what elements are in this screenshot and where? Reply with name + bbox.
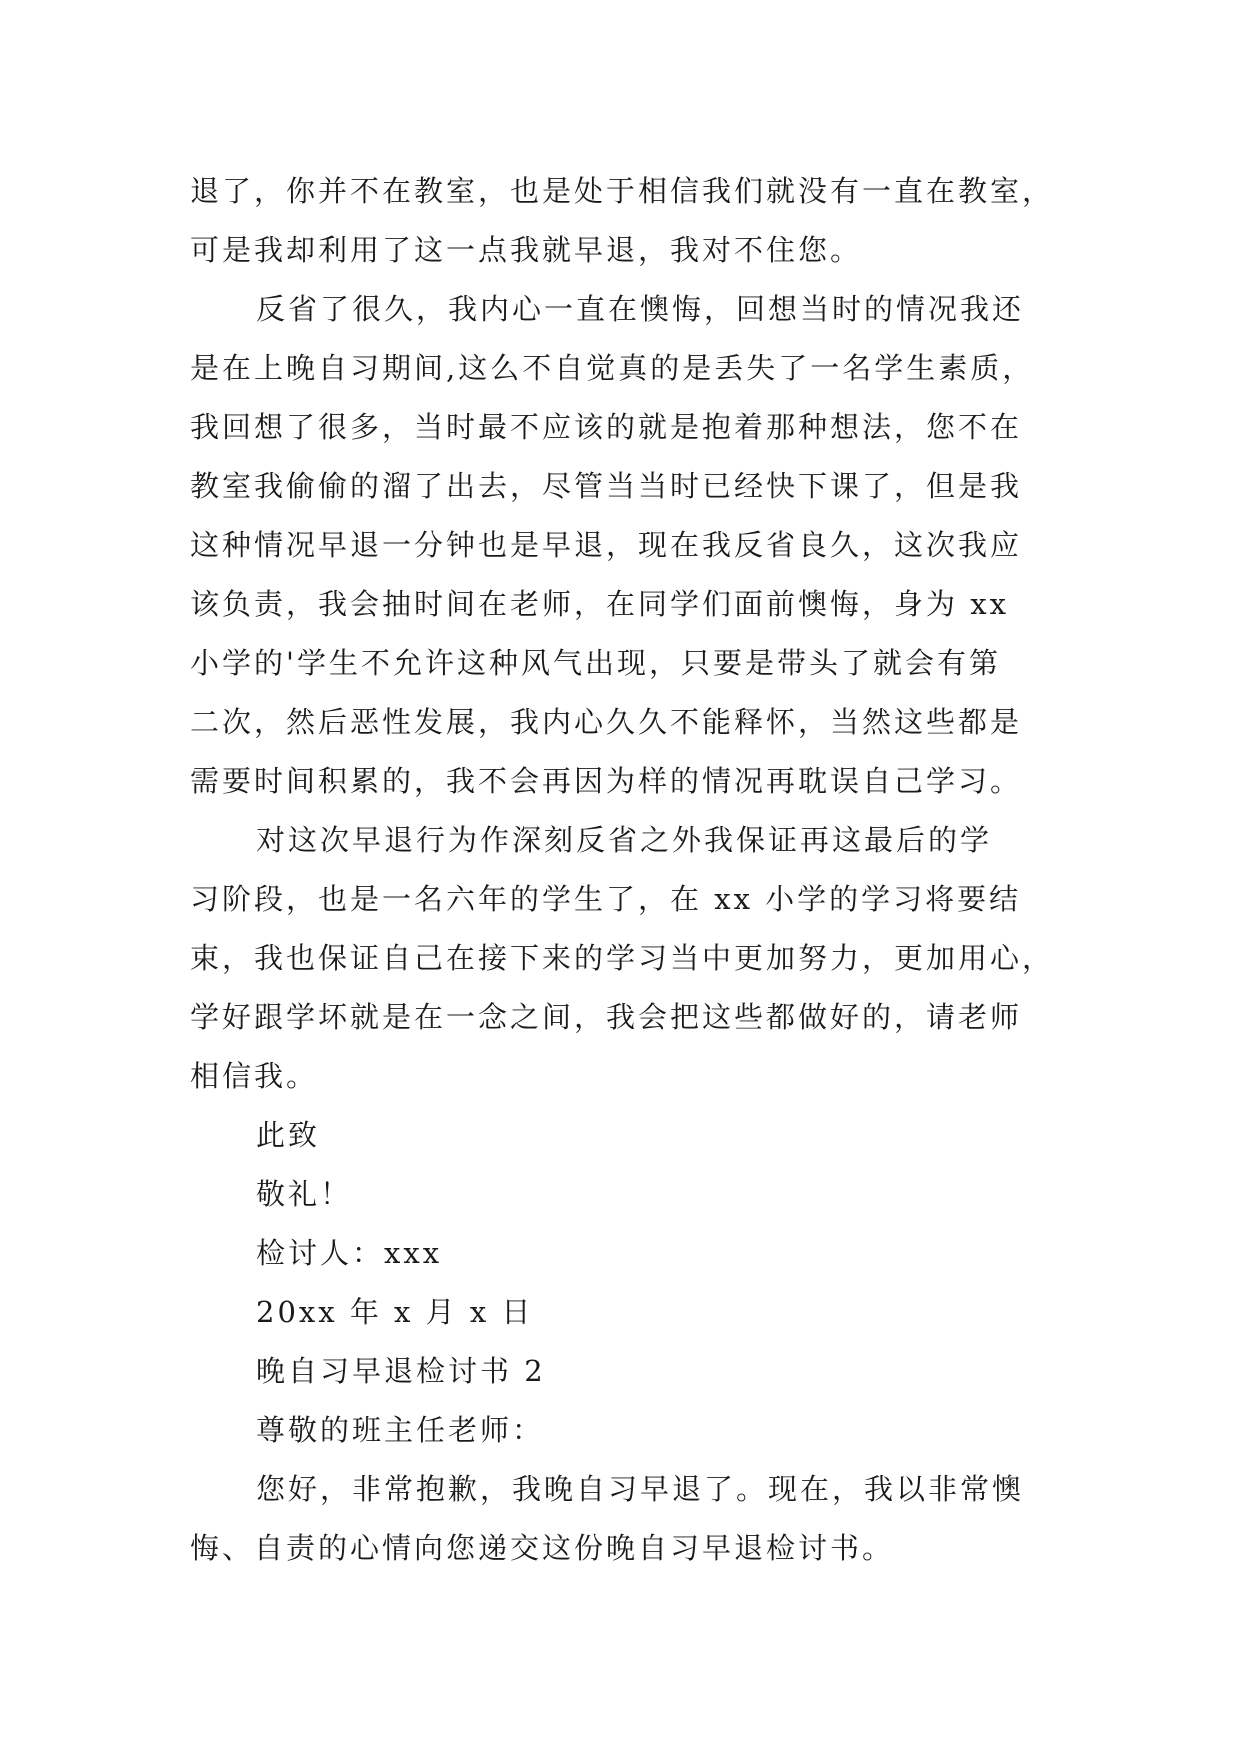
closing-regards: 敬礼！ xyxy=(256,1177,353,1211)
date-line: 20xx 年 x 月 x 日 xyxy=(256,1295,534,1329)
closing-salutation: 此致 xyxy=(256,1118,321,1152)
section-title: 晚自习早退检讨书 2 xyxy=(256,1354,546,1388)
text-line: 您好，非常抱歉，我晚自习早退了。现在，我以非常懊 xyxy=(256,1472,1025,1506)
text-line: 悔、自责的心情向您递交这份晚自习早退检讨书。 xyxy=(190,1531,895,1565)
text-line: 退了，你并不在教室，也是处于相信我们就没有一直在教室， xyxy=(190,174,1055,208)
text-line: 这种情况早退一分钟也是早退，现在我反省良久，这次我应 xyxy=(190,528,1023,562)
text-line: 是在上晚自习期间,这么不自觉真的是丢失了一名学生素质， xyxy=(190,351,1035,385)
signature-line: 检讨人：xxx xyxy=(256,1236,443,1270)
document-body xyxy=(190,162,1060,1578)
text-line: 需要时间积累的，我不会再因为样的情况再耽误自己学习。 xyxy=(190,764,1023,798)
text-line: 对这次早退行为作深刻反省之外我保证再这最后的学 xyxy=(256,823,993,857)
greeting-line: 尊敬的班主任老师： xyxy=(256,1413,545,1447)
text-line: 学好跟学坏就是在一念之间，我会把这些都做好的，请老师 xyxy=(190,1000,1023,1034)
text-line: 习阶段，也是一名六年的学生了，在 xx 小学的学习将要结 xyxy=(190,882,1022,916)
text-line: 我回想了很多，当时最不应该的就是抱着那种想法，您不在 xyxy=(190,410,1023,444)
text-line: 反省了很久，我内心一直在懊悔，回想当时的情况我还 xyxy=(256,292,1025,326)
text-line: 小学的'学生不允许这种风气出现，只要是带头了就会有第 xyxy=(190,646,1001,680)
text-line: 二次，然后恶性发展，我内心久久不能释怀，当然这些都是 xyxy=(190,705,1023,739)
text-line: 该负责，我会抽时间在老师，在同学们面前懊悔，身为 xx xyxy=(190,587,1009,621)
text-line: 可是我却利用了这一点我就早退，我对不住您。 xyxy=(190,233,863,267)
text-line: 束，我也保证自己在接下来的学习当中更加努力，更加用心， xyxy=(190,941,1055,975)
text-line: 相信我。 xyxy=(190,1059,319,1093)
text-line: 教室我偷偷的溜了出去，尽管当当时已经快下课了，但是我 xyxy=(190,469,1023,503)
